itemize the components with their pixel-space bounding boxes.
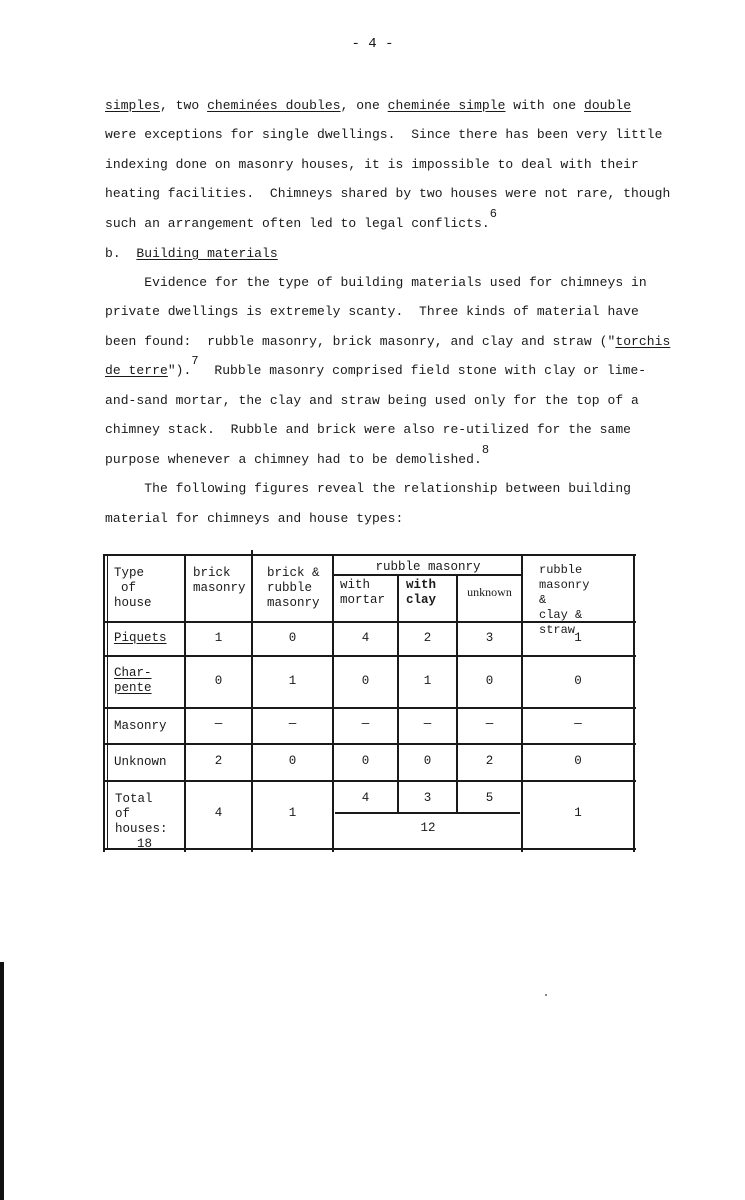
text: Rubble masonry comprised field stone with clay or lime- bbox=[198, 363, 647, 378]
text: with one bbox=[505, 98, 584, 113]
header-text: rubble bbox=[539, 563, 583, 577]
total-rubble-subtotal: 12 bbox=[420, 821, 436, 835]
paragraph-1-line-1 bbox=[105, 98, 631, 113]
paragraph-3-line-1: The following figures reveal the relationship between building bbox=[105, 481, 632, 496]
cell-dash: — bbox=[574, 717, 582, 731]
header-text: with bbox=[340, 578, 371, 592]
cell-dash: — bbox=[361, 717, 370, 731]
header-rubble-masonry-group: rubble masonry bbox=[375, 560, 481, 574]
text: , two bbox=[159, 98, 208, 113]
col-line bbox=[397, 575, 399, 812]
cell-value: 0 bbox=[361, 674, 370, 688]
header-text: masonry & bbox=[539, 578, 590, 607]
paragraph-3-line-2: material for chimneys and house types: bbox=[105, 511, 404, 526]
section-label: b. bbox=[105, 246, 121, 261]
cell-dash: — bbox=[485, 717, 494, 731]
header-text: clay & straw bbox=[539, 608, 583, 637]
total-unknown: 5 bbox=[485, 791, 494, 805]
paragraph-1-line-3: indexing done on masonry houses, it is impossible to deal with their bbox=[105, 157, 639, 172]
page-number: - 4 - bbox=[351, 36, 394, 52]
text: "). bbox=[167, 363, 192, 378]
cell-value: 0 bbox=[423, 754, 432, 768]
scan-speck bbox=[545, 994, 547, 996]
paragraph-2-line-1: Evidence for the type of building materials used for chimneys in bbox=[105, 275, 647, 290]
cell-value: 0 bbox=[288, 754, 297, 768]
section-title: Building materials bbox=[136, 246, 278, 261]
paragraph-2-line-3 bbox=[105, 334, 670, 349]
header-brick-masonry bbox=[193, 566, 246, 596]
cell-value: 0 bbox=[361, 754, 370, 768]
text: purpose whenever a chimney had to be demolished. bbox=[105, 452, 482, 467]
total-brick-rubble: 1 bbox=[288, 806, 297, 820]
term-double: double bbox=[583, 98, 632, 113]
total-rubble-clay-straw: 1 bbox=[574, 806, 582, 820]
cell-value: 1 bbox=[214, 631, 223, 645]
cell-value: 0 bbox=[214, 674, 223, 688]
label-text: Char- bbox=[114, 666, 152, 680]
header-unknown: unknown bbox=[467, 585, 512, 599]
paragraph-2-line-2: private dwellings is extremely scanty. Three kinds of material have bbox=[105, 304, 639, 319]
total-with-mortar: 4 bbox=[361, 791, 370, 805]
cell-value: 2 bbox=[485, 754, 494, 768]
text: , one bbox=[340, 98, 388, 113]
header-type-of-house bbox=[114, 566, 152, 611]
label-text: houses: bbox=[115, 822, 168, 836]
total-brick-masonry: 4 bbox=[214, 806, 223, 820]
paragraph-2-line-5: and-sand mortar, the clay and straw being used only for the top of a bbox=[105, 393, 639, 408]
footnote-ref-7: 7 bbox=[191, 354, 199, 368]
paragraph-2-line-4 bbox=[105, 354, 647, 378]
paragraph-1-line-5 bbox=[105, 207, 497, 231]
cell-value: 0 bbox=[288, 631, 297, 645]
total-with-clay: 3 bbox=[423, 791, 432, 805]
header-text: masonry bbox=[267, 596, 320, 610]
cell-dash: — bbox=[288, 717, 297, 731]
footnote-ref-8: 8 bbox=[481, 443, 490, 457]
header-text: clay bbox=[406, 593, 437, 607]
term-torchis: torchis bbox=[615, 334, 671, 349]
cell-value: 4 bbox=[361, 631, 370, 645]
header-with-clay bbox=[406, 578, 436, 608]
label-text: pente bbox=[114, 681, 152, 695]
scan-edge-bar bbox=[0, 962, 4, 1200]
row-label-unknown: Unknown bbox=[114, 755, 167, 769]
term-simples: simples bbox=[105, 98, 160, 113]
header-text: Type bbox=[114, 566, 145, 580]
label-text: 18 bbox=[137, 837, 153, 851]
cell-value: 1 bbox=[574, 631, 582, 645]
footnote-ref-6: 6 bbox=[489, 207, 497, 221]
header-text: masonry bbox=[193, 581, 246, 595]
table-border-left bbox=[103, 554, 105, 852]
table-border-left-inner bbox=[107, 556, 108, 848]
header-text: of bbox=[121, 581, 137, 595]
cell-value: 0 bbox=[574, 674, 582, 688]
cell-dash: — bbox=[214, 717, 223, 731]
header-text: with bbox=[406, 578, 437, 592]
header-text: brick & bbox=[267, 566, 320, 580]
paragraph-1-line-2: were exceptions for single dwellings. Since there has been very little bbox=[105, 127, 663, 142]
header-rubble-clay-straw bbox=[539, 563, 589, 638]
text: been found: rubble masonry, brick masonry, and clay and straw (" bbox=[105, 334, 616, 349]
section-heading bbox=[105, 246, 278, 261]
subtotal-line bbox=[335, 812, 520, 814]
cell-value: 2 bbox=[423, 631, 432, 645]
cell-value: 0 bbox=[485, 674, 494, 688]
header-text: brick bbox=[193, 566, 231, 580]
row-label-piquets: Piquets bbox=[114, 631, 167, 645]
text: such an arrangement often led to legal conflicts. bbox=[105, 216, 490, 231]
cell-value: 3 bbox=[485, 631, 494, 645]
cell-value: 0 bbox=[574, 754, 582, 768]
term-cheminee-simple: cheminée simple bbox=[387, 98, 506, 113]
paragraph-2-line-7 bbox=[105, 443, 490, 467]
term-de-terre: de terre bbox=[105, 363, 168, 378]
row-label-masonry: Masonry bbox=[114, 719, 167, 733]
cell-value: 1 bbox=[288, 674, 297, 688]
label-text: Total of bbox=[115, 792, 153, 821]
cell-dash: — bbox=[423, 717, 432, 731]
header-brick-rubble-masonry bbox=[267, 566, 320, 611]
header-text: house bbox=[114, 596, 152, 610]
paragraph-1-line-4: heating facilities. Chimneys shared by two houses were not rare, though bbox=[105, 186, 671, 201]
header-text: mortar bbox=[340, 593, 386, 607]
cell-value: 2 bbox=[214, 754, 223, 768]
header-text: rubble bbox=[267, 581, 313, 595]
col-line bbox=[456, 575, 458, 812]
term-cheminees-doubles: cheminées doubles bbox=[207, 98, 341, 113]
header-with-mortar bbox=[340, 578, 385, 608]
cell-value: 1 bbox=[423, 674, 432, 688]
row-label-totals bbox=[115, 792, 168, 852]
paragraph-2-line-6: chimney stack. Rubble and brick were also re-utilized for the same bbox=[105, 422, 632, 437]
row-label-charpente bbox=[114, 666, 152, 696]
